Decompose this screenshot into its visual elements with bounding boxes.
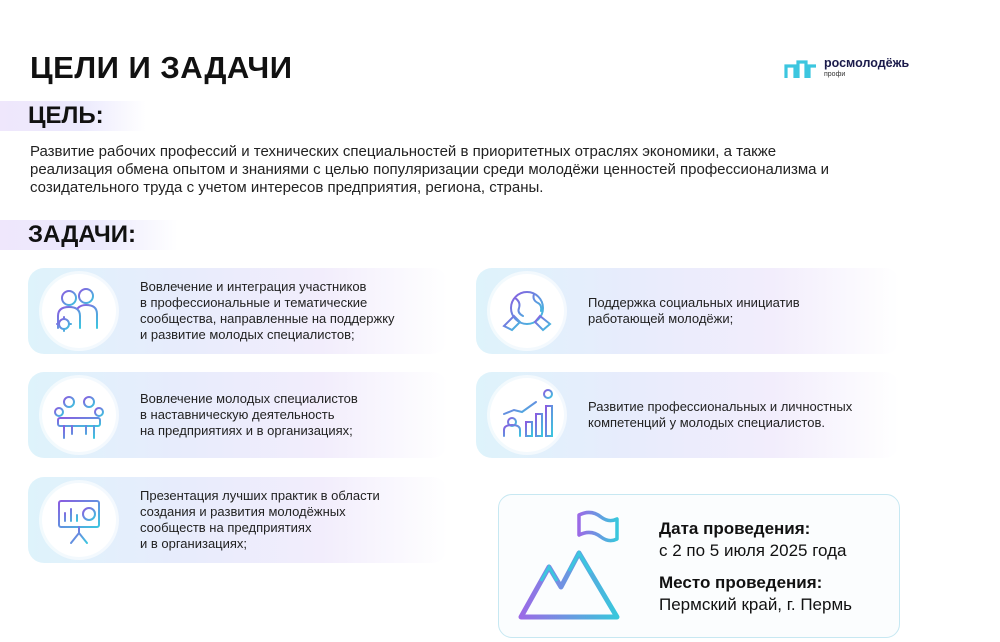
task-text-4: Развитие профессиональных и личностных компетенций у молодых специалистов. (588, 399, 853, 430)
goal-text: Развитие рабочих профессий и технических специальностей в приоритетных отраслях экономики, а также реализация обмена опытом и знаниями с целью популяризации среди молодёжи ценностей профессионализма и созидательного труда с учетом интересов предприятия, региона, страны. (30, 143, 830, 196)
mountain-flag-icon (513, 507, 633, 629)
meeting-table-icon (42, 378, 116, 452)
logo-subtitle: профи (824, 71, 846, 78)
task-card-2 (476, 268, 900, 354)
logo-name: росмолодёжь (824, 56, 910, 70)
community-people-icon (42, 274, 116, 348)
task-text-5: Презентация лучших практик в области создания и развития молодёжных сообществ на предприятиях и в организациях; (140, 488, 380, 551)
globe-hands-icon (490, 274, 564, 348)
task-card-1 (28, 268, 448, 354)
goal-heading: ЦЕЛЬ: (0, 101, 146, 131)
task-text-2: Поддержка социальных инициатив работающей молодёжи; (588, 295, 800, 326)
logo-mark-icon (784, 60, 818, 80)
growth-chart-person-icon (490, 378, 564, 452)
rosmolodezh-logo (784, 56, 909, 80)
presentation-board-icon (42, 483, 116, 557)
event-place-label: Место проведения: (659, 573, 823, 592)
task-text-3: Вовлечение молодых специалистов в наставническую деятельность на предприятиях и в организациях; (140, 391, 358, 438)
event-card (498, 494, 900, 638)
event-place-value: Пермский край, г. Пермь (659, 595, 853, 614)
event-date-label: Дата проведения: (659, 519, 811, 538)
task-card-3 (28, 372, 448, 458)
task-card-5 (28, 477, 448, 563)
tasks-heading: ЗАДАЧИ: (0, 220, 178, 250)
page-title: ЦЕЛИ И ЗАДАЧИ (30, 50, 293, 85)
task-text-1: Вовлечение и интеграция участников в профессиональные и тематические сообщества, направленные на поддержку и развитие молодых специалистов; (140, 279, 395, 342)
task-card-4 (476, 372, 900, 458)
event-date-value: с 2 по 5 июля 2025 года (659, 541, 847, 560)
